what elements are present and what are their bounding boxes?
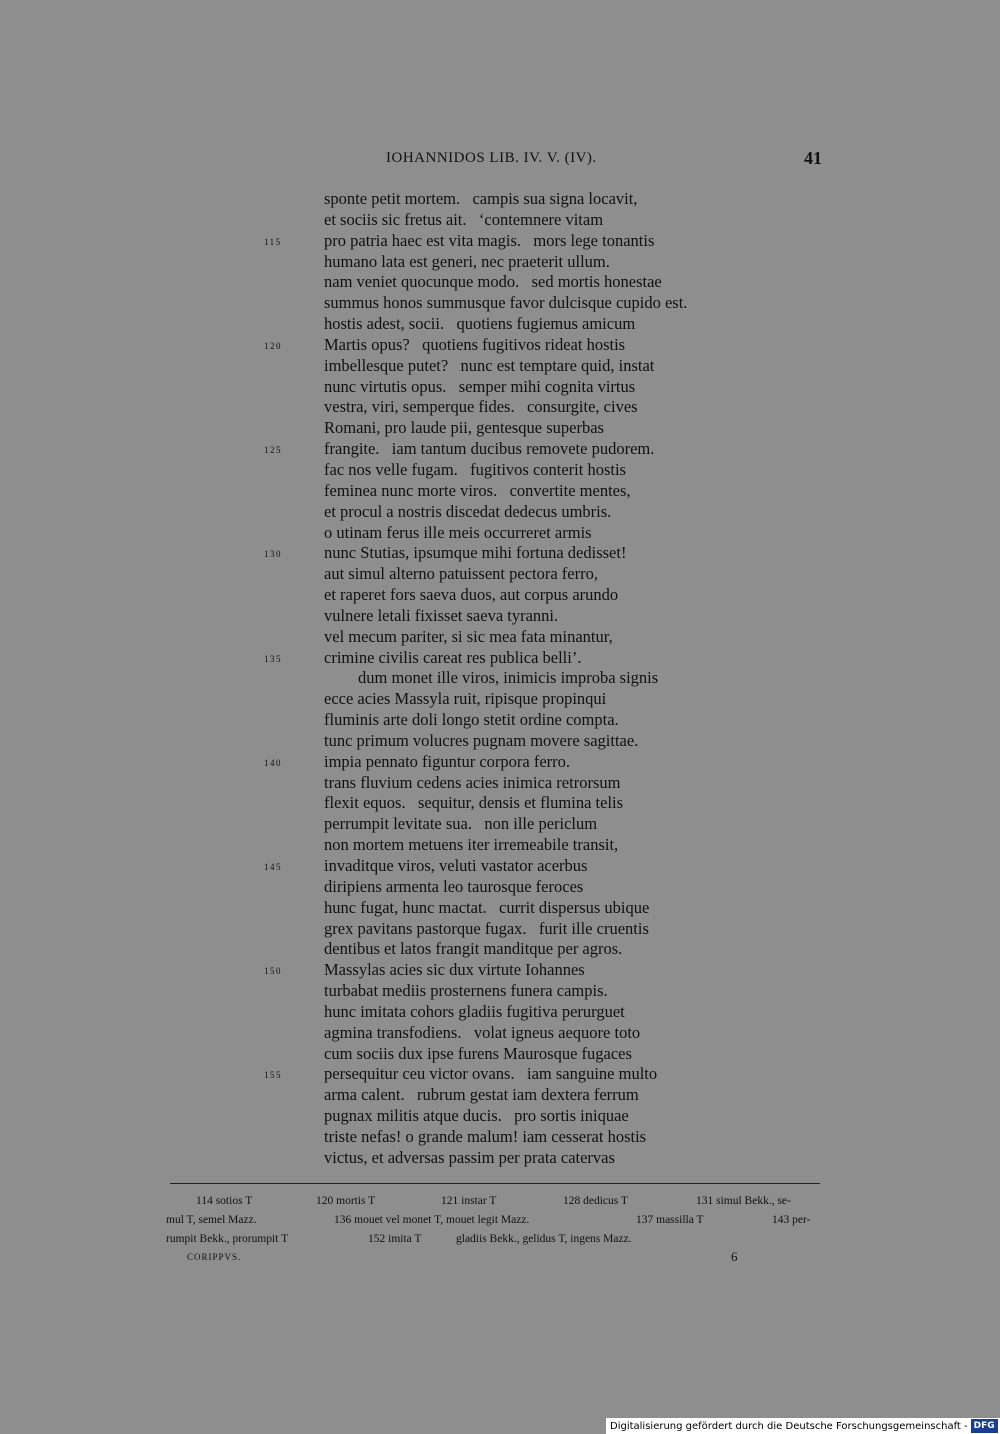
verse-line: [0, 314, 1000, 335]
verse-line: [0, 439, 1000, 460]
verse-text: nam veniet quocunque modo. sed mortis honestae: [324, 272, 662, 292]
verse-text: nunc virtutis opus. semper mihi cognita virtus: [324, 376, 636, 396]
verse-text: cum sociis dux ipse furens Maurosque fugaces: [324, 1043, 632, 1063]
verse-text: fluminis arte doli longo stetit ordine compta.: [324, 710, 619, 730]
line-number: 140: [264, 757, 282, 768]
verse-text: turbabat mediis prosternens funera campis.: [324, 981, 608, 1001]
verse-text: et raperet fors saeva duos, aut corpus arundo: [324, 585, 619, 605]
verse-line: [0, 939, 1000, 960]
verse-line: [0, 856, 1000, 877]
verse-text: vel mecum pariter, si sic mea fata minantur,: [324, 626, 613, 646]
critical-apparatus: [166, 1192, 826, 1249]
verse-line: [0, 189, 1000, 210]
verse-text: victus, et adversas passim per prata catervas: [324, 1147, 615, 1167]
apparatus-line: [166, 1192, 826, 1211]
verse-line: [0, 397, 1000, 418]
apparatus-note: 152 imita T: [368, 1233, 422, 1245]
verse-text: ecce acies Massyla ruit, ripisque propinqui: [324, 689, 607, 709]
signature-mark: CORIPPVS.: [187, 1252, 242, 1262]
apparatus-note: 114 sotios T: [196, 1195, 253, 1207]
apparatus-note: 128 dedicus T: [563, 1195, 628, 1207]
verse-text: imbellesque putet? nunc est temptare quid, instat: [324, 355, 655, 375]
verse-line: [0, 356, 1000, 377]
verse-text: pro patria haec est vita magis. mors lege tonantis: [324, 230, 655, 250]
apparatus-note: 137 massilla T: [636, 1214, 704, 1226]
verse-line: [0, 377, 1000, 398]
verse-line: [0, 752, 1000, 773]
verse-line: [0, 210, 1000, 231]
apparatus-line: [166, 1230, 826, 1249]
line-number: 145: [264, 862, 282, 872]
verse-line: [0, 1002, 1000, 1023]
verse-text: aut simul alterno patuissent pectora ferro,: [324, 564, 598, 584]
verse-text: summus honos summusque favor dulcisque cupido est.: [324, 293, 688, 313]
verse-line: [0, 606, 1000, 627]
line-number: 150: [264, 966, 282, 977]
line-number: 155: [264, 1070, 282, 1081]
verse-text: impia pennato figuntur corpora ferro.: [324, 751, 571, 771]
verse-line: [0, 793, 1000, 814]
verse-line: [0, 835, 1000, 856]
verse-line: [0, 481, 1000, 502]
verse-line: [0, 1064, 1000, 1085]
verse-line: [0, 898, 1000, 919]
verse-line: [0, 1127, 1000, 1148]
verse-line: [0, 877, 1000, 898]
verse-text: flexit equos. sequitur, densis et flumina telis: [324, 793, 624, 813]
verse-line: [0, 502, 1000, 523]
verse-text: hunc fugat, hunc mactat. currit dispersus ubique: [324, 897, 650, 917]
verse-text: vestra, viri, semperque fides. consurgite, cives: [324, 397, 638, 417]
verse-line: [0, 919, 1000, 940]
verse-text: Massylas acies sic dux virtute Iohannes: [324, 960, 585, 980]
verse-line: [0, 1044, 1000, 1065]
verse-line: [0, 627, 1000, 648]
verse-line: [0, 293, 1000, 314]
verse-line: [0, 543, 1000, 564]
verse-text: trans fluvium cedens acies inimica retrorsum: [324, 772, 621, 792]
verse-line: [0, 585, 1000, 606]
line-number: 125: [264, 445, 282, 456]
verse-line: [0, 418, 1000, 439]
verse-text: perrumpit levitate sua. non ille periclum: [324, 814, 598, 834]
verse-line: [0, 814, 1000, 835]
verse-line: [0, 710, 1000, 731]
running-head: IOHANNIDOS LIB. IV. V. (IV).: [386, 150, 597, 166]
footnote-rule: [170, 1183, 820, 1184]
verse-text: tunc primum volucres pugnam movere sagittae.: [324, 730, 639, 750]
verse-text: dum monet ille viros, inimicis improba signis: [358, 668, 659, 688]
verse-text: persequitur ceu victor ovans. iam sanguine multo: [324, 1064, 658, 1084]
verse-text: o utinam ferus ille meis occurreret armis: [324, 522, 592, 542]
verse-line: [0, 1023, 1000, 1044]
verse-text: arma calent. rubrum gestat iam dextera ferrum: [324, 1085, 639, 1105]
verse-line: [0, 272, 1000, 293]
verse-text: frangite. iam tantum ducibus removete pudorem.: [324, 439, 655, 459]
page-number: 41: [804, 148, 822, 168]
verse-text: vulnere letali fixisset saeva tyranni.: [324, 605, 559, 625]
verse-text: feminea nunc morte viros. convertite mentes,: [324, 480, 631, 500]
verse-line: [0, 564, 1000, 585]
apparatus-note: gladiis Bekk., gelidus T, ingens Mazz.: [456, 1233, 632, 1245]
verse-text: Martis opus? quotiens fugitivos rideat hostis: [324, 334, 626, 354]
verse-line: [0, 460, 1000, 481]
footer-text: Digitalisierung gefördert durch die Deutsche Forschungsgemeinschaft -: [610, 1420, 968, 1432]
verse-text: hostis adest, socii. quotiens fugiemus amicum: [324, 314, 636, 334]
verse-line: [0, 773, 1000, 794]
apparatus-line: [166, 1211, 826, 1230]
verse-line: [0, 1085, 1000, 1106]
verse-line: [0, 981, 1000, 1002]
verse-text: fac nos velle fugam. fugitivos conterit hostis: [324, 459, 626, 479]
verse-text: humano lata est generi, nec praeterit ullum.: [324, 251, 610, 271]
verse-line: [0, 960, 1000, 981]
apparatus-note: 121 instar T: [441, 1195, 497, 1207]
verse-text: pugnax militis atque ducis. pro sortis iniquae: [324, 1106, 629, 1126]
verse-line: [0, 335, 1000, 356]
line-number: 130: [264, 549, 282, 560]
apparatus-note: 131 simul Bekk., se-: [696, 1195, 791, 1207]
verse-line: [0, 231, 1000, 252]
verse-line: [0, 252, 1000, 273]
verse-text: diripiens armenta leo taurosque feroces: [324, 876, 584, 896]
dfg-logo-icon: DFG: [971, 1419, 998, 1433]
verse-text: et procul a nostris discedat dedecus umbris.: [324, 501, 612, 521]
line-number: 115: [264, 236, 282, 247]
verse-text: invaditque viros, veluti vastator acerbus: [324, 856, 588, 875]
verse-text: agmina transfodiens. volat igneus aequore toto: [324, 1022, 641, 1042]
verse-text: non mortem metuens iter irremeabile transit,: [324, 835, 619, 855]
line-number: 120: [264, 340, 282, 351]
dfg-footer: [606, 1418, 1000, 1434]
verse-line: [0, 1148, 1000, 1169]
verse-text: sponte petit mortem. campis sua signa locavit,: [324, 189, 638, 208]
verse-text: grex pavitans pastorque fugax. furit ille cruentis: [324, 918, 649, 938]
verse-text: crimine civilis careat res publica belli’.: [324, 647, 582, 667]
verse-line: [0, 523, 1000, 544]
apparatus-note: 120 mortis T: [316, 1195, 376, 1207]
verse-text: Romani, pro laude pii, gentesque superbas: [324, 418, 604, 438]
verse-line: [0, 731, 1000, 752]
apparatus-note: 143 per-: [772, 1214, 811, 1226]
apparatus-note: rumpit Bekk., prorumpit T: [166, 1233, 289, 1245]
verse-line: [0, 648, 1000, 669]
verse-text: nunc Stutias, ipsumque mihi fortuna dedisset!: [324, 543, 627, 563]
apparatus-note: mul T, semel Mazz.: [166, 1214, 257, 1226]
verse-line: [0, 1106, 1000, 1127]
verse-line: [0, 668, 1000, 689]
sheet-number: 6: [731, 1249, 738, 1264]
verse-text: triste nefas! o grande malum! iam cesserat hostis: [324, 1126, 647, 1146]
apparatus-note: 136 mouet vel monet T, mouet legit Mazz.: [334, 1214, 530, 1226]
verse-text: hunc imitata cohors gladiis fugitiva perurguet: [324, 1001, 625, 1021]
line-number: 135: [264, 653, 282, 664]
verse-block: [0, 189, 1000, 1169]
verse-line: [0, 689, 1000, 710]
verse-text: et sociis sic fretus ait. ‘contemnere vitam: [324, 209, 604, 229]
verse-text: dentibus et latos frangit manditque per agros.: [324, 939, 623, 959]
